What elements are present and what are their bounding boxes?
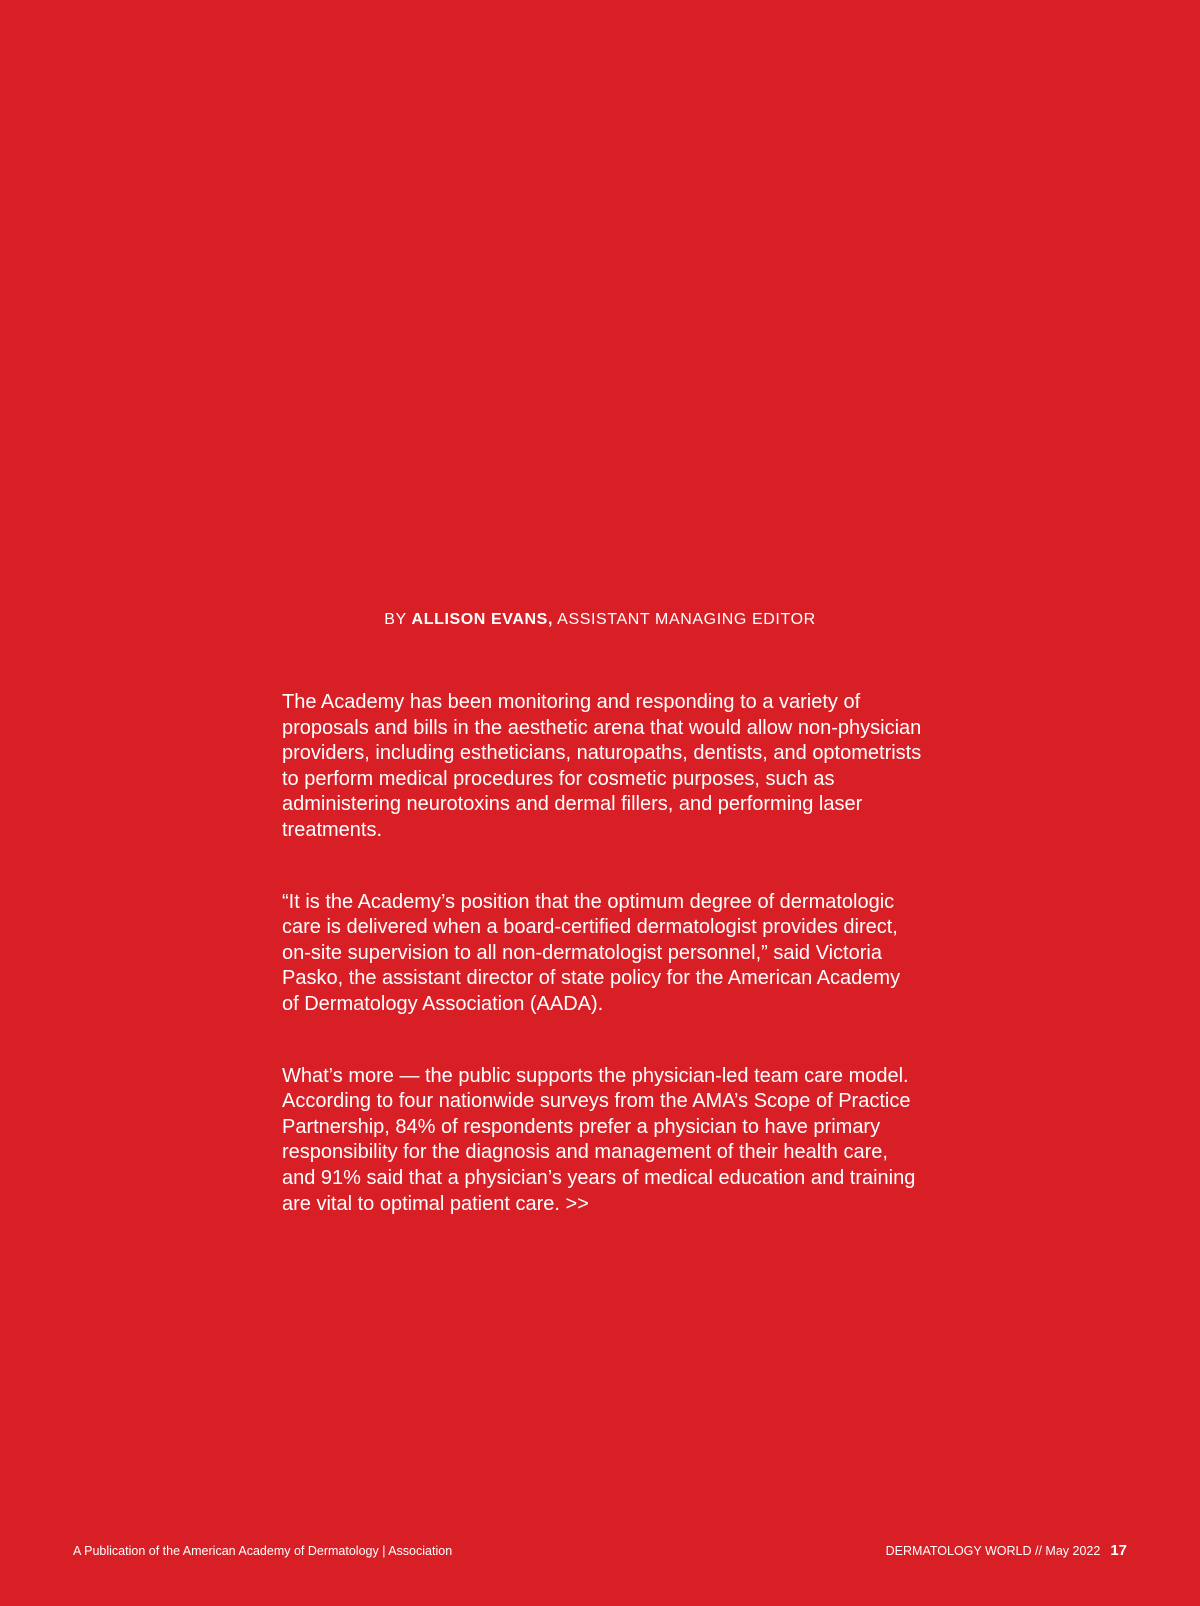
- article-body: [282, 690, 922, 1217]
- page-number: 17: [1110, 1542, 1127, 1559]
- byline: [0, 611, 1200, 629]
- byline-role: ASSISTANT MANAGING EDITOR: [557, 611, 816, 628]
- footer-issue-info: [886, 1542, 1127, 1559]
- byline-prefix: BY: [384, 611, 407, 628]
- article-paragraph: The Academy has been monitoring and responding to a variety of proposals and bills in the aesthetic arena that would allow non-physician providers, including estheticians, naturopaths, dentists, and optometrists to perform medical procedures for cosmetic purposes, such as administering neurotoxins and dermal fillers, and performing laser treatments.: [282, 691, 922, 841]
- article-paragraph: “It is the Academy’s position that the optimum degree of dermatologic care is delivered when a board-certified dermatologist provides direct, on-site supervision to all non-dermatologist personnel,” said Victoria Pasko, the assistant director of state policy for the American Academy of Dermatology Association (AADA).: [282, 890, 901, 1015]
- article-paragraph: What’s more — the public supports the physician-led team care model. According to four nationwide surveys from the AMA’s Scope of Practice Partnership, 84% of respondents prefer a physician to have primary responsibility for the diagnosis and management of their health care, and 91% said that a physician’s years of medical education and training are vital to optimal patient care. >>: [282, 1064, 916, 1215]
- byline-author: ALLISON EVANS,: [411, 611, 553, 628]
- footer-issue: DERMATOLOGY WORLD // May 2022: [885, 1544, 1101, 1558]
- footer-publication: A Publication of the American Academy of Dermatology | Association: [73, 1544, 453, 1558]
